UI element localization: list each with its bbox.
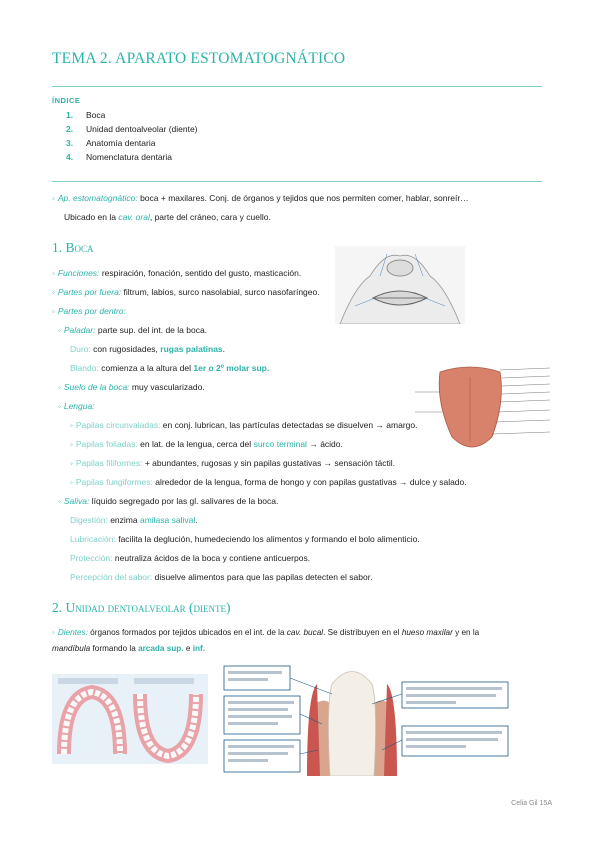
suelo-line: ◦ Suelo de la boca: muy vascularizado.: [58, 382, 205, 392]
paladar-line: ◦ Paladar: parte sup. del int. de la boca.: [58, 325, 208, 335]
divider: [52, 181, 542, 182]
index-item[interactable]: 3. Anatomía dentaria: [66, 138, 156, 148]
tooth-diagram-illustration: [222, 664, 512, 776]
lubricacion-line: Lubricación: facilita la deglución, humedeciendo los alimentos y formando el bolo alimenticio.: [70, 534, 420, 544]
intro-line: ◦ Ap. estomatognático: boca + maxilares. Conj. de órganos y tejidos que nos permiten comer, hablar, sonreír…: [52, 193, 469, 203]
divider: [52, 86, 542, 87]
proteccion-line: Protección: neutraliza ácidos de la boca y contiene anticuerpos.: [70, 553, 311, 563]
papilas-circunvaladas-line: ◦ Papilas circunvaladas: en conj. lubrican, las partículas detectadas se disuelven → amargo.: [70, 420, 418, 430]
dientes-line-2: mandíbula formando la arcada sup. e inf.: [52, 644, 205, 653]
dental-arches-illustration: [52, 674, 208, 764]
percepcion-line: Percepción del sabor: disuelve alimentos para que las papilas detecten el sabor.: [70, 572, 373, 582]
index-item[interactable]: 2. Unidad dentoalveolar (diente): [66, 124, 198, 134]
partes-fuera-line: ◦ Partes por fuera: filtrum, labios, surco nasolabial, surco nasofaríngeo.: [52, 287, 320, 297]
section-heading: 1. Boca: [52, 240, 94, 255]
index-item[interactable]: 1. Boca: [66, 110, 106, 120]
papilas-fungiformes-line: ◦ Papilas fungiformes: alrededor de la lengua, forma de hongo y con papilas gustativas → dulce y salado.: [70, 477, 467, 487]
digestion-line: Digestión: enzima amilasa salival.: [70, 515, 198, 525]
mouth-illustration: [335, 246, 465, 324]
page-title: TEMA 2. APARATO ESTOMATOGNÁTICO: [52, 50, 346, 67]
section-heading: 2. Unidad dentoalveolar (diente): [52, 600, 231, 615]
footer-author: Celia Gil 15A: [511, 800, 552, 807]
duro-line: Duro: con rugosidades, rugas palatinas.: [70, 344, 226, 354]
partes-dentro-line: ◦ Partes por dentro:: [52, 306, 126, 316]
papilas-filiformes-line: ◦ Papilas filiformes: + abundantes, rugosas y sin papilas gustativas → sensación táctil.: [70, 458, 396, 468]
blando-line: Blando: comienza a la altura del 1er o 2º molar sup.: [70, 363, 270, 373]
tongue-illustration: [410, 362, 560, 460]
lengua-line: ◦ Lengua:: [58, 401, 95, 411]
index-item[interactable]: 4. Nomenclatura dentaria: [66, 152, 172, 162]
index-label: ÍNDICE: [52, 96, 81, 105]
funciones-line: ◦ Funciones: respiración, fonación, sentido del gusto, masticación.: [52, 268, 302, 278]
dientes-line: ◦ Dientes: órganos formados por tejidos ubicados en el int. de la cav. bucal. Se distribuyen en el hueso maxilar y en la: [52, 628, 480, 637]
saliva-line: ◦ Saliva: líquido segregado por las gl. salivares de la boca.: [58, 496, 279, 506]
papilas-foliadas-line: ◦ Papilas foliadas: en lat. de la lengua, cerca del surco terminal → ácido.: [70, 439, 343, 449]
intro-line-2: Ubicado en la cav. oral, parte del cráneo, cara y cuello.: [64, 212, 271, 222]
